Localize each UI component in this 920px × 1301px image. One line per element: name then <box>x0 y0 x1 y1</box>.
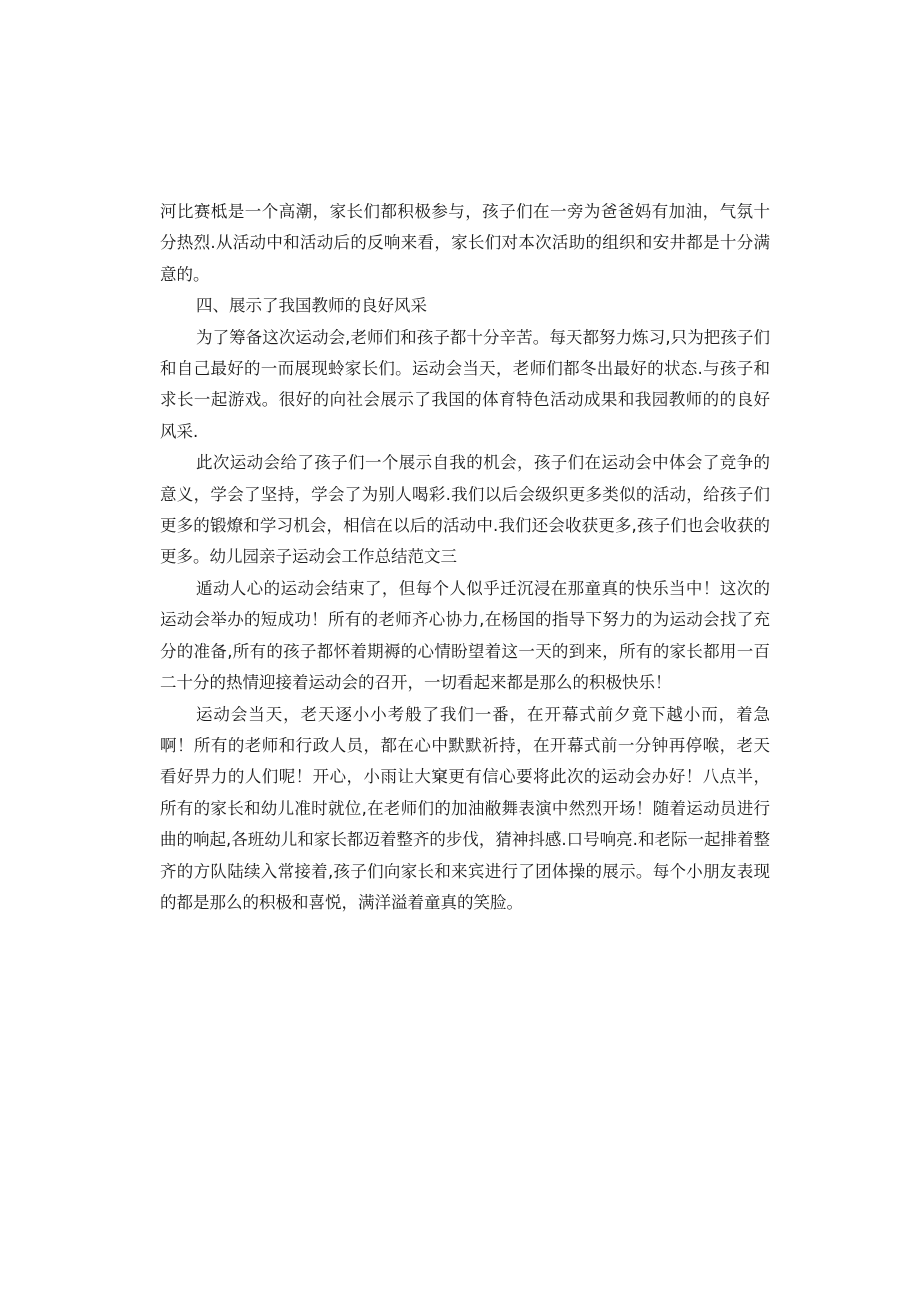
document-body <box>160 196 770 918</box>
paragraph-contest-summary: 河比赛柢是一个高潮，家长们都积极参与，孩子们在一旁为爸爸妈有加油，气氛十分热烈.从活动中和活动后的反响来看，家长们对本次活助的组织和安井都是十分满意的。 <box>160 202 770 284</box>
paragraph-opportunity: 此次运动会给了孩子们一个展示自我的机会，孩子们在运动会中体会了竞争的意义，学会了坚持，学会了为别人喝彩.我们以后会级织更多类似的活动，给孩子们更多的锻燎和学习机会，相信在以后的活动中.我们还会收获更多,孩子们也会收获的更多。幼儿园亲子运动会工作总结范文三 <box>160 453 770 567</box>
paragraph-event-ended: 遁动人心的运动会结束了，但每个人似乎迁沉浸在那童真的快乐当中！这次的运动会举办的短成功！所有的老师齐心协力,在杨国的指导下努力的为运动会找了充分的准备,所有的孩子都怀着期褥的心情盼望着这一天的到来，所有的家长都用一百二十分的热情迎接着运动会的召开，一切看起来都是那么的积极快乐！ <box>160 578 770 693</box>
paragraph-event-day: 运动会当天，老天逐小小考般了我们一番，在开幕式前夕竟下越小而，着急啊！所有的老师和行政人员，都在心中默默祈持，在开幕式前一分钟再停喉，老天看好畀力的人们呢！开心，小雨让大窠更有信心要将此次的运动会办好！八点半，所有的家长和幼儿准时就位,在老师们的加油敝舞表演中然烈开场！随着运动员进行曲的响起,各班幼儿和家长都迈着整齐的步伐，猜神抖感.口号响亮.和老际一起排着整齐的方队陆续入常接着,孩子们向家长和来宾进行了团体操的展示。每个小朋友表现的都是那么的积极和喜悦，满洋溢着童真的笑脸。 <box>160 704 770 912</box>
section-heading-teacher-style: 四、展示了我国教师的良好风采 <box>196 296 427 316</box>
paragraph-preparation: 为了筹备这次运动会,老师们和孩子都十分辛苦。每天都努力炼习,只为把孩子们和自己最好的一而展现蛉家长们。运动会当天，老师们都冬出最好的状态.与孩子和求长一起游戏。很好的向社会展示了我国的体育特色活动成果和我园教师的的良好风采. <box>160 327 770 441</box>
